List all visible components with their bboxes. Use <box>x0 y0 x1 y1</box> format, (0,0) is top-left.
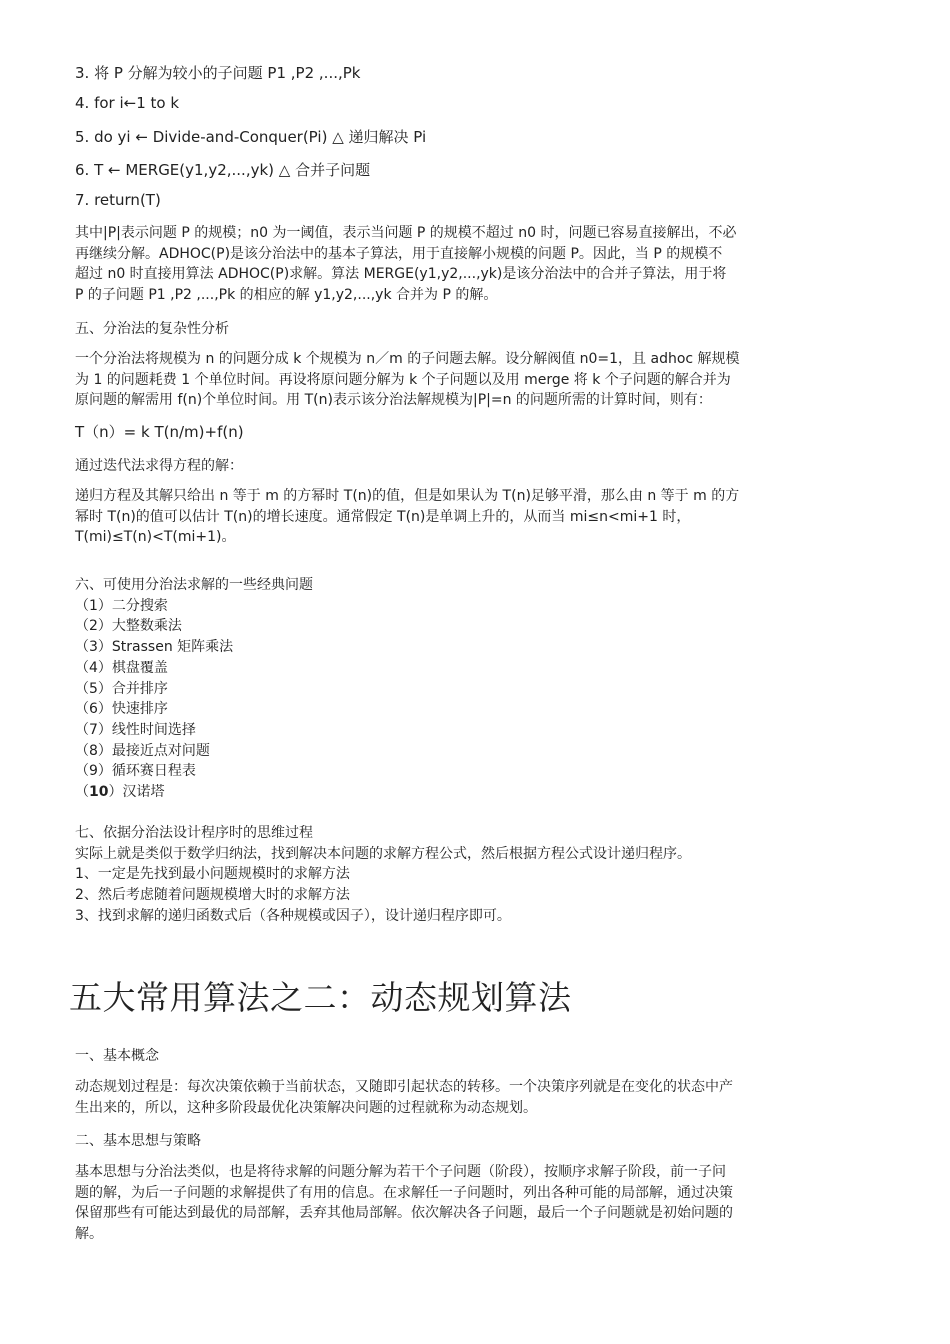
paragraph-line: T(mi)≤T(n)<T(mi+1)。 <box>75 529 236 545</box>
iteration-note: 通过迭代法求得方程的解： <box>75 458 243 474</box>
list-item: （1）二分搜索 <box>75 597 168 614</box>
paragraph-line: 为 1 的问题耗费 1 个单位时间。再设将原问题分解为 k 个子问题以及用 merge 将 k 个子问题的解合并为 <box>75 371 731 388</box>
dp-section-1-paragraph <box>75 1077 830 1118</box>
list-item: （9）循环赛日程表 <box>75 763 196 780</box>
section-7-line: 2、然后考虑随着问题规模增大时的求解方法 <box>75 887 350 904</box>
list-item: （8）最接近点对问题 <box>75 742 210 759</box>
step-4: 4. for i←1 to k <box>75 94 180 112</box>
step-3: 3. 将 P 分解为较小的子问题 P1 ,P2 ,...,Pk <box>75 64 361 82</box>
explanation-line: 超过 n0 时直接用算法 ADHOC(P)求解。算法 MERGE(y1,y2,...,yk)是该分治法中的合并子算法，用于将 <box>75 266 727 282</box>
explanation-paragraph <box>75 223 830 305</box>
section-7-line: 实际上就是类似于数学归纳法，找到解决本问题的求解方程公式，然后根据方程公式设计递归程序。 <box>75 845 691 862</box>
dp-section-1-title: 一、基本概念 <box>75 1048 159 1064</box>
section-7-line: 3、找到求解的递归函数式后（各种规模或因子），设计递归程序即可。 <box>75 907 511 924</box>
item-10-open: （ <box>75 784 89 801</box>
step-7: 7. return(T) <box>75 191 161 209</box>
list-item: （7）线性时间选择 <box>75 721 196 738</box>
list-item <box>75 782 313 803</box>
step-6: 6. T ← MERGE(y1,y2,...,yk) △ 合并子问题 <box>75 161 371 179</box>
section-7-line: 1、一定是先找到最小问题规模时的求解方法 <box>75 866 350 883</box>
explanation-line: P 的子问题 P1 ,P2 ,...,Pk 的相应的解 y1,y2,...,yk 合并为 P 的解。 <box>75 286 498 303</box>
section-6-title: 六、可使用分治法求解的一些经典问题 <box>75 577 313 593</box>
step-5: 5. do yi ← Divide-and-Conquer(Pi) △ 递归解决 Pi <box>75 128 427 146</box>
paragraph-line: 原问题的解需用 f(n)个单位时间。用 T(n)表示该分治法解规模为|P|=n 的问题所需的计算时间，则有： <box>75 392 712 408</box>
dp-section-2-title: 二、基本思想与策略 <box>75 1133 201 1149</box>
paragraph-line: 幂时 T(n)的值可以估计 T(n)的增长速度。通常假定 T(n)是单调上升的，从而当 mi≤n<mi+1 时， <box>75 508 691 525</box>
list-item: （2）大整数乘法 <box>75 618 182 635</box>
section-7-title: 七、依据分治法设计程序时的思维过程 <box>75 825 313 841</box>
list-item: （5）合并排序 <box>75 680 168 697</box>
list-item: （4）棋盘覆盖 <box>75 659 168 676</box>
section-5-title: 五、分治法的复杂性分析 <box>75 321 229 337</box>
chapter-heading: 五大常用算法之二：动态规划算法 <box>69 978 572 1017</box>
paragraph-line: 递归方程及其解只给出 n 等于 m 的方幂时 T(n)的值，但是如果认为 T(n)足够平滑，那么由 n 等于 m 的方 <box>75 488 740 504</box>
section-6-list <box>75 575 313 803</box>
paragraph-line: 解。 <box>75 1225 103 1242</box>
explanation-line: 其中|P|表示问题 P 的规模；n0 为一阈值，表示当问题 P 的规模不超过 n0 时，问题已容易直接解出，不必 <box>75 225 737 241</box>
paragraph-line: 基本思想与分治法类似，也是将待求解的问题分解为若干个子问题（阶段），按顺序求解子阶段，前一子问 <box>75 1164 726 1180</box>
explanation-line: 再继续分解。ADHOC(P)是该分治法中的基本子算法，用于直接解小规模的问题 P。因此，当 P 的规模不 <box>75 245 723 262</box>
paragraph-line: 动态规划过程是：每次决策依赖于当前状态，又随即引起状态的转移。一个决策序列就是在变化的状态中产 <box>75 1079 733 1095</box>
paragraph-line: 保留那些有可能达到最优的局部解，丢弃其他局部解。依次解决各子问题，最后一个子问题就是初始问题的 <box>75 1205 733 1221</box>
section-5-paragraph <box>75 349 830 411</box>
paragraph-line: 生出来的，所以，这种多阶段最优化决策解决问题的过程就称为动态规划。 <box>75 1099 537 1116</box>
section-7-block <box>75 823 691 927</box>
list-item: （6）快速排序 <box>75 701 168 718</box>
dp-section-2-paragraph <box>75 1162 830 1244</box>
recurrence-formula: T（n）= k T(n/m)+f(n) <box>75 423 244 441</box>
item-10-text: ）汉诺塔 <box>108 784 165 801</box>
list-item: （3）Strassen 矩阵乘法 <box>75 639 234 656</box>
paragraph-line: 一个分治法将规模为 n 的问题分成 k 个规模为 n／m 的子问题去解。设分解阀值 n0=1，且 adhoc 解规模 <box>75 351 740 367</box>
item-10-number: 10 <box>89 784 109 801</box>
section-5-paragraph-2 <box>75 486 830 548</box>
paragraph-line: 题的解，为后一子问题的求解提供了有用的信息。在求解任一子问题时，列出各种可能的局部解，通过决策 <box>75 1184 733 1201</box>
